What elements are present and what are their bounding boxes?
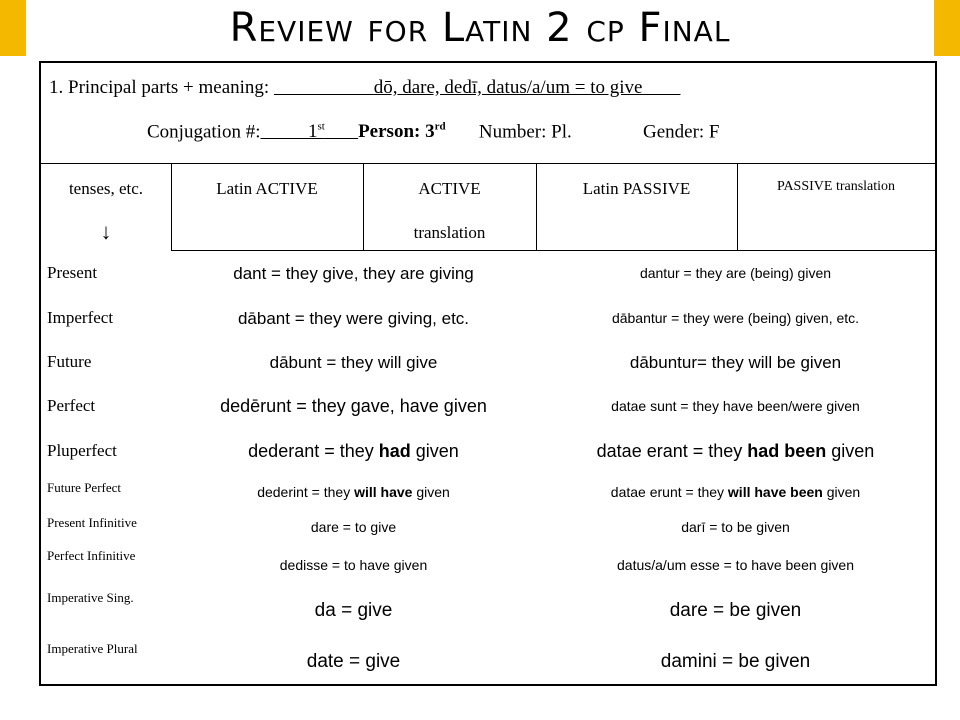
col-header-latin-active: Latin ACTIVE xyxy=(216,179,318,198)
divider xyxy=(536,164,537,250)
row-label-future-perfect: Future Perfect xyxy=(47,480,122,495)
conjugation-label: Conjugation #: xyxy=(147,121,261,143)
row-label-imperative-sing: Imperative Sing. xyxy=(47,590,134,605)
active-imperative-plural: date = give xyxy=(306,651,401,672)
passive-future: dābuntur= they will be given xyxy=(629,353,842,372)
row-label-imperfect: Imperfect xyxy=(47,308,114,327)
divider xyxy=(935,164,936,250)
active-perfect-infinitive: dedisse = to have given xyxy=(279,557,428,573)
passive-present: dantur = they are (being) given xyxy=(639,265,832,281)
principal-parts-label: 1. Principal parts + meaning: xyxy=(49,77,270,98)
principal-parts-value: dō, dare, dedī, datus/a/um = to give xyxy=(373,77,643,98)
active-imperative-sing: da = give xyxy=(314,600,393,621)
divider xyxy=(171,250,936,251)
title-bar xyxy=(0,0,960,58)
divider xyxy=(171,164,172,250)
row-label-perfect: Perfect xyxy=(47,396,96,415)
col-header-active-translation-2: translation xyxy=(413,223,486,242)
active-pluperfect: dederant = they had given xyxy=(248,441,459,461)
row-label-pluperfect: Pluperfect xyxy=(47,441,117,460)
person-value: Person: 3 xyxy=(358,121,435,143)
row-label-present-infinitive: Present Infinitive xyxy=(47,515,137,530)
col-header-tenses: tenses, etc. xyxy=(68,179,144,198)
principal-parts-line xyxy=(49,77,680,99)
passive-imperative-sing: dare = be given xyxy=(669,600,802,621)
row-label-present: Present xyxy=(47,263,98,282)
gender-value: Gender: F xyxy=(642,121,720,143)
active-present-infinitive: dare = to give xyxy=(310,519,397,535)
active-present: dant = they give, they are giving xyxy=(233,264,474,283)
header-section xyxy=(41,63,935,164)
active-future: dābunt = they will give xyxy=(269,353,438,372)
active-imperfect: dābant = they were giving, etc. xyxy=(237,309,470,328)
passive-present-infinitive: darī = to be given xyxy=(681,519,790,535)
row-label-perfect-infinitive: Perfect Infinitive xyxy=(47,548,136,563)
col-header-passive-translation: PASSIVE translation xyxy=(776,179,896,194)
page-title: Review for Latin 2 cp Final xyxy=(229,5,731,51)
review-sheet xyxy=(39,61,937,686)
passive-imperfect: dābantur = they were (being) given, etc. xyxy=(611,310,860,326)
active-perfect: dedērunt = they gave, have given xyxy=(220,396,487,416)
divider xyxy=(737,164,738,250)
passive-perfect-infinitive: datus/a/um esse = to have been given xyxy=(617,557,854,573)
row-label-future: Future xyxy=(47,352,92,371)
col-header-active-translation: ACTIVE xyxy=(418,179,481,198)
down-arrow-icon: ↓ xyxy=(100,219,112,244)
passive-imperative-plural: damini = be given xyxy=(660,651,811,672)
active-future-perfect: dederint = they will have given xyxy=(257,484,450,500)
passive-perfect: datae sunt = they have been/were given xyxy=(611,398,860,414)
row-label-imperative-plural: Imperative Plural xyxy=(47,641,138,656)
number-value: Number: Pl. xyxy=(478,121,572,143)
conjugation-value: 1st xyxy=(307,121,325,143)
col-header-latin-passive: Latin PASSIVE xyxy=(582,179,691,198)
passive-future-perfect: datae erunt = they will have been given xyxy=(610,484,861,500)
passive-pluperfect: datae erant = they had been given xyxy=(596,441,875,461)
grammar-line: Conjugation #: 1st Person: 3rd Number: Pl. Gender: F xyxy=(147,121,720,143)
